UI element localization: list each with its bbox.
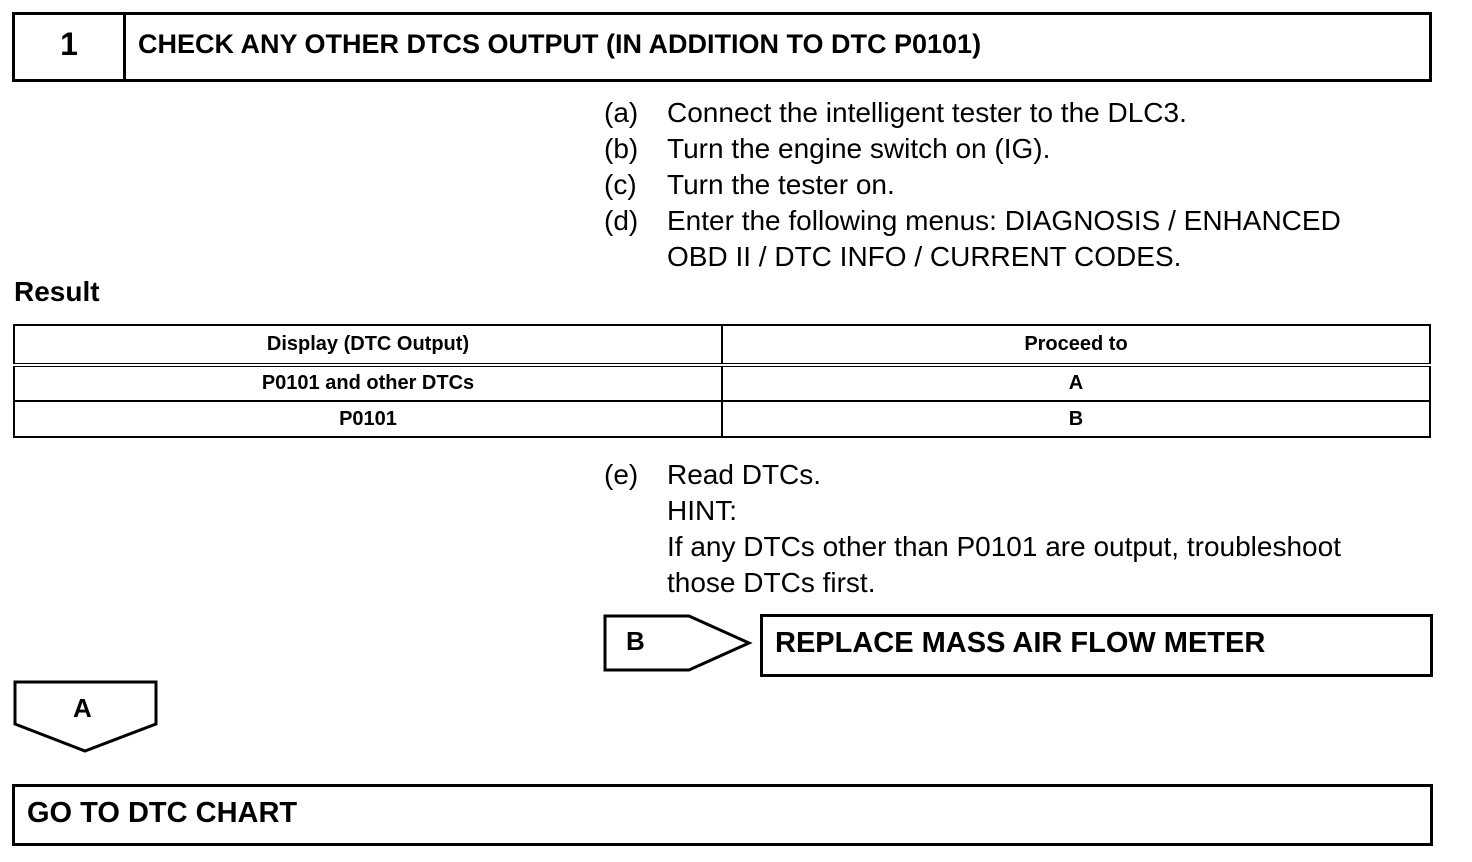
- hint-text-line: If any DTCs other than P0101 are output, troubleshoot: [667, 531, 1341, 562]
- branch-a-action-box: GO TO DTC CHART: [12, 784, 1433, 846]
- instruction-text-line: OBD II / DTC INFO / CURRENT CODES.: [667, 241, 1182, 272]
- instruction-a: [604, 95, 1424, 131]
- table-header-cell: Proceed to: [722, 325, 1430, 365]
- instruction-b: [604, 131, 1424, 167]
- instruction-text: [667, 203, 1424, 275]
- table-cell: P0101: [14, 401, 722, 437]
- branch-b-tag: B: [626, 626, 645, 656]
- table-row: [14, 365, 1430, 401]
- instruction-c: [604, 167, 1424, 203]
- table-cell: B: [722, 401, 1430, 437]
- table-header-cell: Display (DTC Output): [14, 325, 722, 365]
- instruction-e: [604, 457, 1424, 601]
- result-heading: Result: [14, 276, 100, 307]
- hint-text-line: those DTCs first.: [667, 567, 876, 598]
- instruction-label: (a): [604, 97, 639, 128]
- instruction-text: Turn the engine switch on (IG).: [667, 133, 1051, 164]
- table-cell: P0101 and other DTCs: [14, 365, 722, 401]
- result-table: [13, 324, 1431, 438]
- table-row: [14, 401, 1430, 437]
- instruction-e-block: [604, 457, 1424, 601]
- instruction-label: (d): [604, 205, 639, 236]
- step-header: [12, 12, 1432, 82]
- instruction-d: [604, 203, 1424, 275]
- branch-a-tag: A: [73, 693, 92, 723]
- table-cell: A: [722, 365, 1430, 401]
- instruction-label: (b): [604, 133, 639, 164]
- instruction-text: Turn the tester on.: [667, 169, 895, 200]
- instruction-text: [667, 457, 1424, 601]
- instruction-text: Connect the intelligent tester to the DLC3.: [667, 97, 1187, 128]
- instruction-label: (c): [604, 169, 637, 200]
- instruction-text-line: Read DTCs.: [667, 459, 822, 490]
- branch-b-action-box: REPLACE MASS AIR FLOW METER: [760, 614, 1433, 677]
- step-title: CHECK ANY OTHER DTCS OUTPUT (IN ADDITION TO DTC P0101): [138, 28, 982, 59]
- instruction-label: (e): [604, 459, 639, 490]
- table-header-row: [14, 325, 1430, 365]
- step-number: 1: [15, 15, 126, 79]
- instruction-list: [604, 95, 1424, 275]
- instruction-text-line: Enter the following menus: DIAGNOSIS / ENHANCED: [667, 205, 1341, 236]
- hint-label: HINT:: [667, 495, 737, 526]
